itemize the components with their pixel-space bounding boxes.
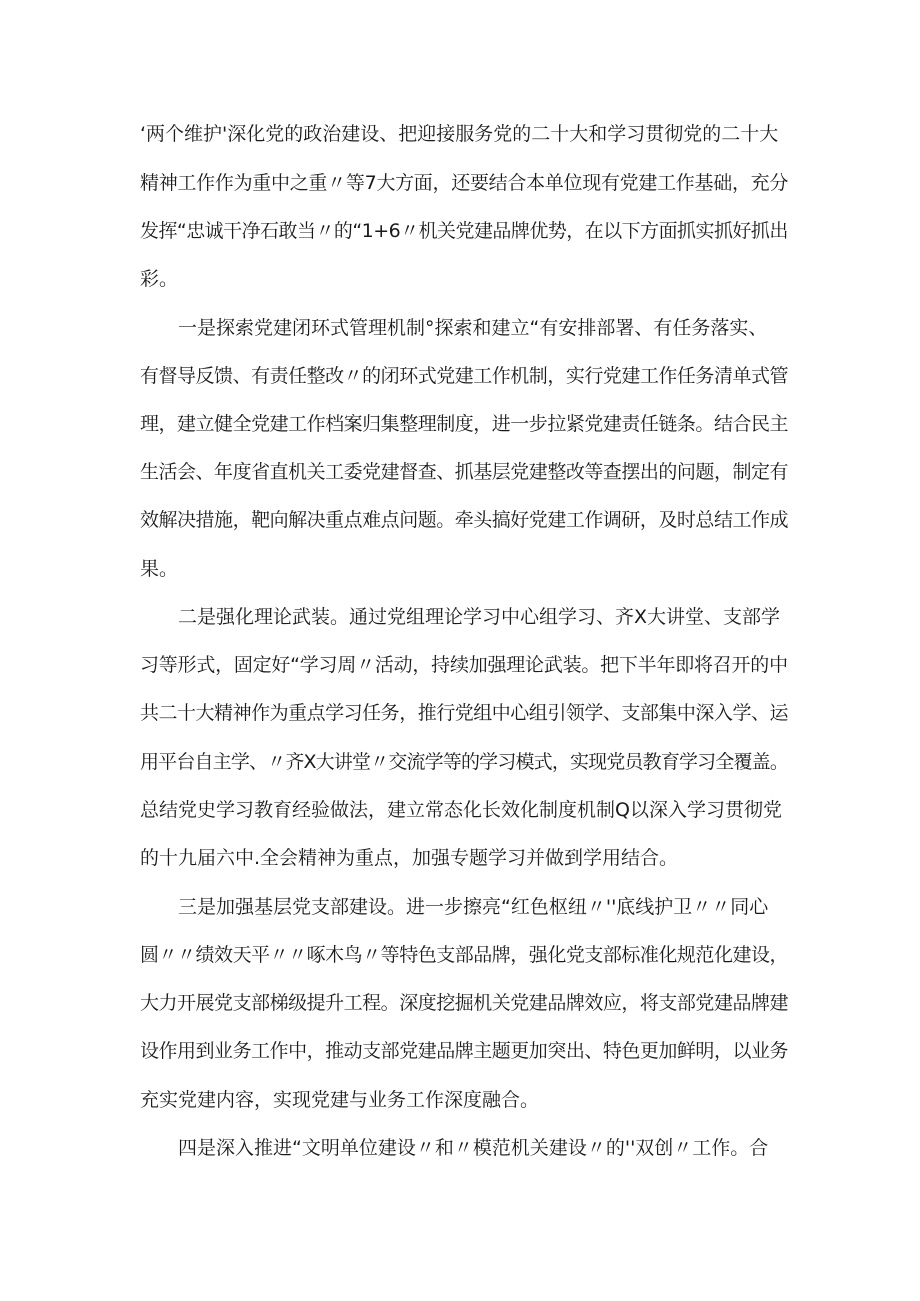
text-line: 总结党史学习教育经验做法，建立常态化长效化制度机制Q以深入学习贯彻党 (140, 799, 782, 821)
text-line: 充实党建内容，实现党建与业务工作深度融合。 (140, 1089, 540, 1111)
text-line: 彩。 (140, 268, 179, 290)
text-line: 习等形式，固定好“学习周〃活动，持续加强理论武装。把下半年即将召开的中 (140, 654, 788, 676)
text-line: 效解决措施，靶向解决重点难点问题。牵头搞好党建工作调研，及时总结工作成 (140, 509, 789, 531)
text-line: 圆〃〃绩效天平〃〃啄木鸟〃等特色支部品牌，强化党支部标准化规范化建设， (140, 944, 789, 966)
paragraph-start-line: 二是强化理论武装。通过党组理论学习中心组学习、齐X大讲堂、支部学 (178, 606, 781, 628)
text-line: 大力开展党支部梯级提升工程。深度挖掘机关党建品牌效应，将支部党建品牌建 (140, 992, 789, 1014)
text-line: 果。 (140, 558, 179, 580)
paragraph-start-line: 四是深入推进“文明单位建设〃和〃模范机关建设〃的''双创〃工作。合 (178, 1137, 769, 1159)
text-line: 理，建立健全党建工作档案归集整理制度，进一步拉紧党建责任链条。结合民主 (140, 413, 789, 435)
text-line: 共二十大精神作为重点学习任务，推行党组中心组引领学、支部集中深入学、运 (140, 702, 789, 724)
paragraph-start-line: 三是加强基层党支部建设。进一步擦亮“红色枢纽〃''底线护卫〃〃同心 (178, 896, 769, 918)
text-line: 生活会、年度省直机关工委党建督查、抓基层党建整改等查摆出的问题，制定有 (140, 461, 789, 483)
text-line: ‘两个维护'深化党的政治建设、把迎接服务党的二十大和学习贯彻党的二十大 (140, 123, 779, 145)
text-line: 有督导反馈、有责任整改〃的闭环式党建工作机制，实行党建工作任务清单式管 (140, 365, 789, 387)
text-line: 设作用到业务工作中，推动支部党建品牌主题更加突出、特色更加鲜明，以业务 (140, 1040, 789, 1062)
text-line: 发挥“忠诚干净石敢当〃的“1+6〃机关党建品牌优势，在以下方面抓实抓好抓出 (140, 220, 788, 242)
text-line: 的十九届六中.全会精神为重点，加强专题学习并做到学用结合。 (140, 847, 679, 869)
text-line: 用平台自主学、〃齐X大讲堂〃交流学等的学习模式，实现党员教育学习全覆盖。 (140, 751, 789, 773)
text-line: 精神工作作为重中之重〃等7大方面，还要结合本单位现有党建工作基础，充分 (140, 172, 789, 194)
paragraph-start-line: 一是探索党建闭环式管理机制°探索和建立“有安排部署、有任务落实、 (178, 317, 768, 339)
